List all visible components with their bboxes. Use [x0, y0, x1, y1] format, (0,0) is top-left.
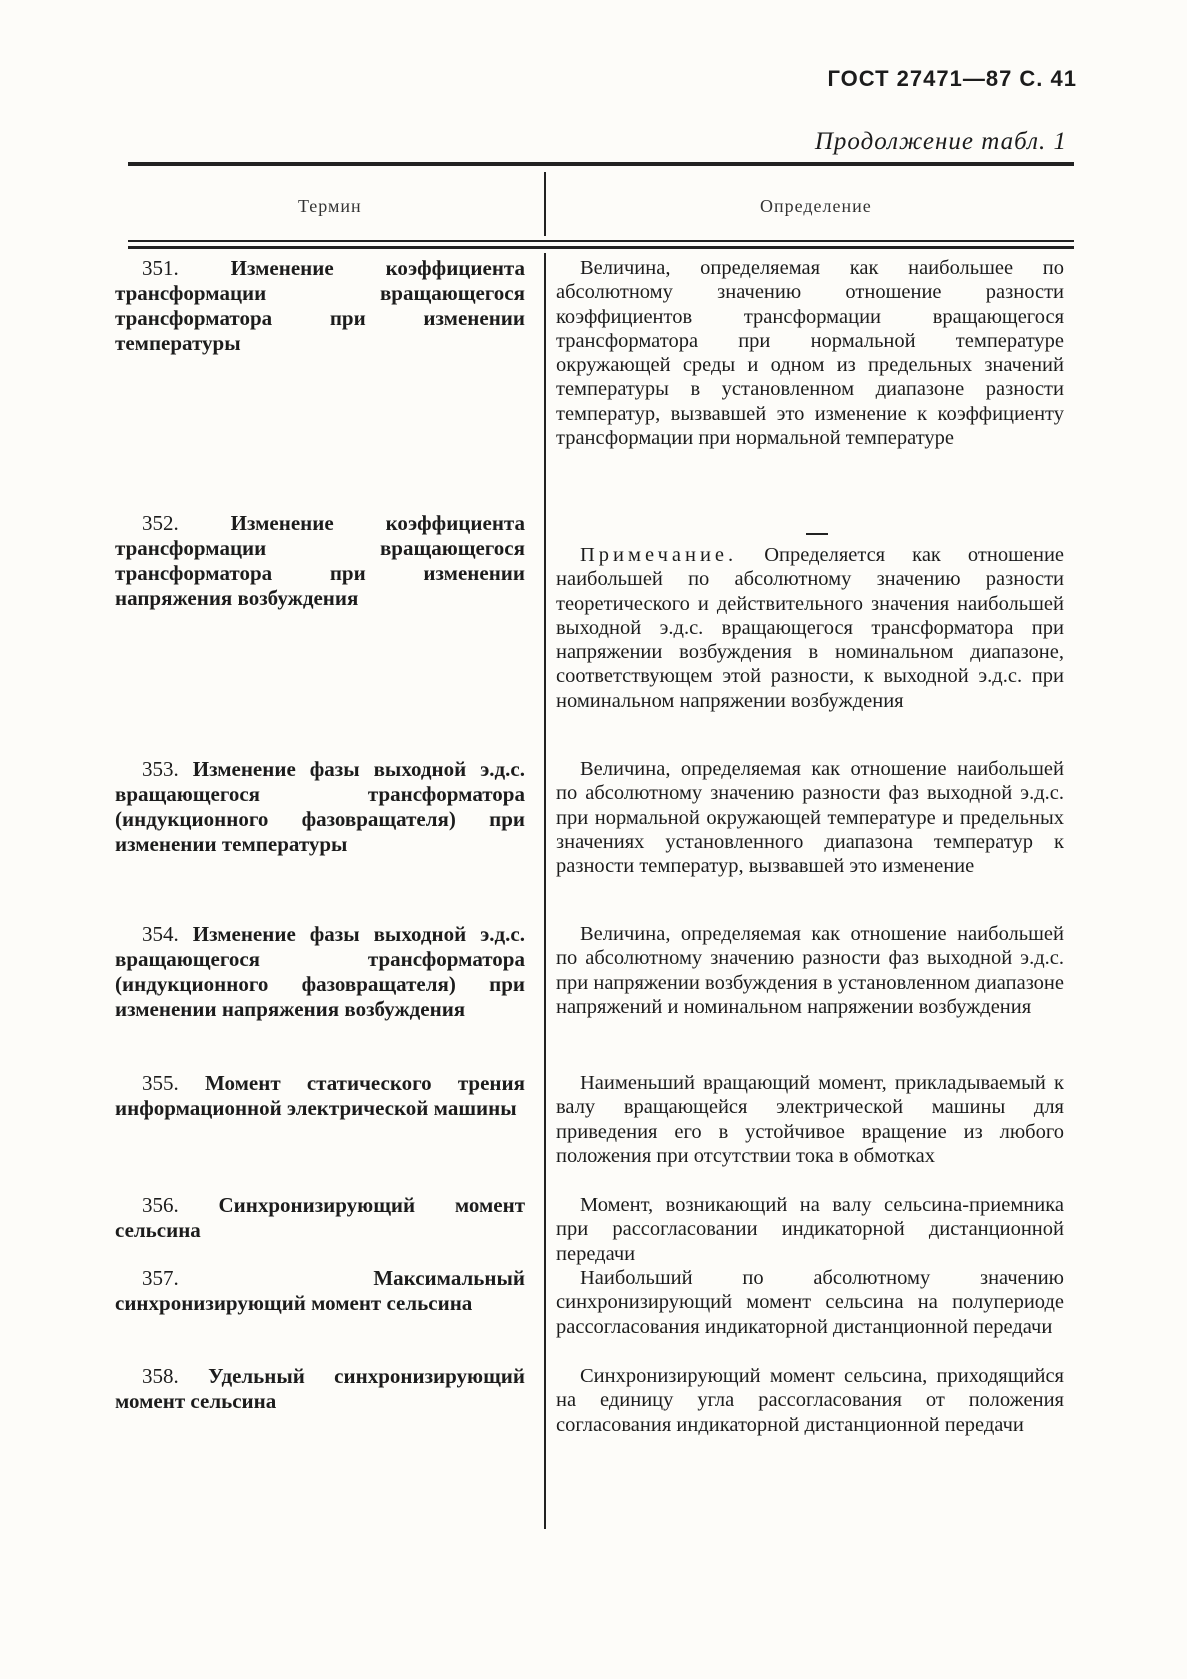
table-top-rule — [128, 162, 1074, 166]
definition-text: Наименьший вращающий момент, прикладываемый к валу вращающейся электрической машины для приведения его в устойчивое вращение из любого положения при отсутствии тока в обмотках — [556, 1072, 1064, 1167]
term-text: Изменение коэффициента трансформации вращающегося трансформатора при изменении температуры — [115, 256, 525, 355]
definition-text: Величина, определяемая как наибольшее по абсолютному значению отношение разности коэффициентов трансформации вращающегося трансформатора при нормальной температуре окружающей среды и одном из предельных значений температуры в установленном диапазоне разности температур, вызвавшей это изменение к коэффициенту трансформации при нормальной температуре — [556, 257, 1064, 450]
note — [556, 543, 1064, 713]
definition-text: Синхронизирующий момент сельсина, приходящийся на единицу угла рассогласования от положения согласования индикаторной дистанционной передачи — [556, 1365, 1064, 1436]
term-352 — [115, 511, 525, 611]
term-number: 358. — [142, 1364, 179, 1388]
term-number: 352. — [142, 511, 179, 535]
table-continuation-label: Продолжение табл. 1 — [814, 128, 1067, 155]
term-number: 356. — [142, 1193, 179, 1217]
term-text: Изменение коэффициента трансформации вращающегося трансформатора при изменении напряжения возбуждения — [115, 511, 525, 610]
note-label: Примечание. — [580, 544, 738, 566]
definition-text: Наибольший по абсолютному значению синхронизирующий момент сельсина на полупериоде рассогласования индикаторной дистанционной передачи — [556, 1267, 1064, 1338]
header-bottom-rule-double — [128, 246, 1074, 249]
definition-352 — [556, 543, 1064, 713]
document-reference: ГОСТ 27471—87 С. 41 — [827, 66, 1077, 91]
definition-354 — [556, 922, 1064, 1019]
term-357 — [115, 1266, 525, 1316]
term-number: 357. — [142, 1266, 179, 1290]
definition-358 — [556, 1364, 1064, 1437]
definition-355 — [556, 1071, 1064, 1168]
definition-357 — [556, 1266, 1064, 1339]
definition-text: Момент, возникающий на валу сельсина-приемника при рассогласовании индикаторной дистанционной передачи — [556, 1194, 1064, 1265]
term-number: 353. — [142, 757, 179, 781]
column-header-term: Термин — [298, 196, 362, 216]
definition-text: Величина, определяемая как отношение наибольшей по абсолютному значению разности фаз выходной э.д.с. при напряжении возбуждения в установленном диапазоне напряжений и номинальном напряжении возбуждения — [556, 923, 1064, 1018]
term-text: Удельный синхронизирующий момент сельсина — [115, 1364, 525, 1413]
term-358 — [115, 1364, 525, 1414]
column-divider — [544, 253, 546, 1529]
term-text: Изменение фазы выходной э.д.с. вращающегося трансформатора (индукционного фазовращателя) при изменении температуры — [115, 757, 525, 856]
term-text: Момент статического трения информационной электрической машины — [115, 1071, 525, 1120]
definition-text: Величина, определяемая как отношение наибольшей по абсолютному значению разности фаз выходной э.д.с. при нормальной окружающей температуре и предельных значениях установленного диапазона температур к разности температур, вызвавшей это изменение — [556, 758, 1064, 878]
term-351 — [115, 256, 525, 356]
term-number: 351. — [142, 256, 179, 280]
term-354 — [115, 922, 525, 1022]
note-text: Определяется как отношение наибольшей по абсолютному значению разности теоретического и действительного значения наибольшей выходной э.д.с. вращающегося трансформатора при напряжении возбуждения в номинальном диапазоне, соответствующем этой разности, к выходной э.д.с. при номинальном напряжении возбуждения — [556, 544, 1065, 712]
column-header-definition: Определение — [760, 196, 872, 216]
definition-351 — [556, 256, 1064, 450]
term-text: Изменение фазы выходной э.д.с. вращающегося трансформатора (индукционного фазовращателя) при изменении напряжения возбуждения — [115, 922, 525, 1021]
definition-353 — [556, 757, 1064, 878]
term-number: 354. — [142, 922, 179, 946]
column-divider-header — [544, 172, 546, 236]
definition-dash — [806, 533, 828, 535]
definition-356 — [556, 1193, 1064, 1266]
term-356 — [115, 1193, 525, 1243]
term-353 — [115, 757, 525, 857]
term-number: 355. — [142, 1071, 179, 1095]
term-355 — [115, 1071, 525, 1121]
term-text: Максимальный синхронизирующий момент сельсина — [115, 1266, 525, 1315]
term-text: Синхронизирующий момент сельсина — [115, 1193, 526, 1242]
header-bottom-rule — [128, 240, 1074, 242]
